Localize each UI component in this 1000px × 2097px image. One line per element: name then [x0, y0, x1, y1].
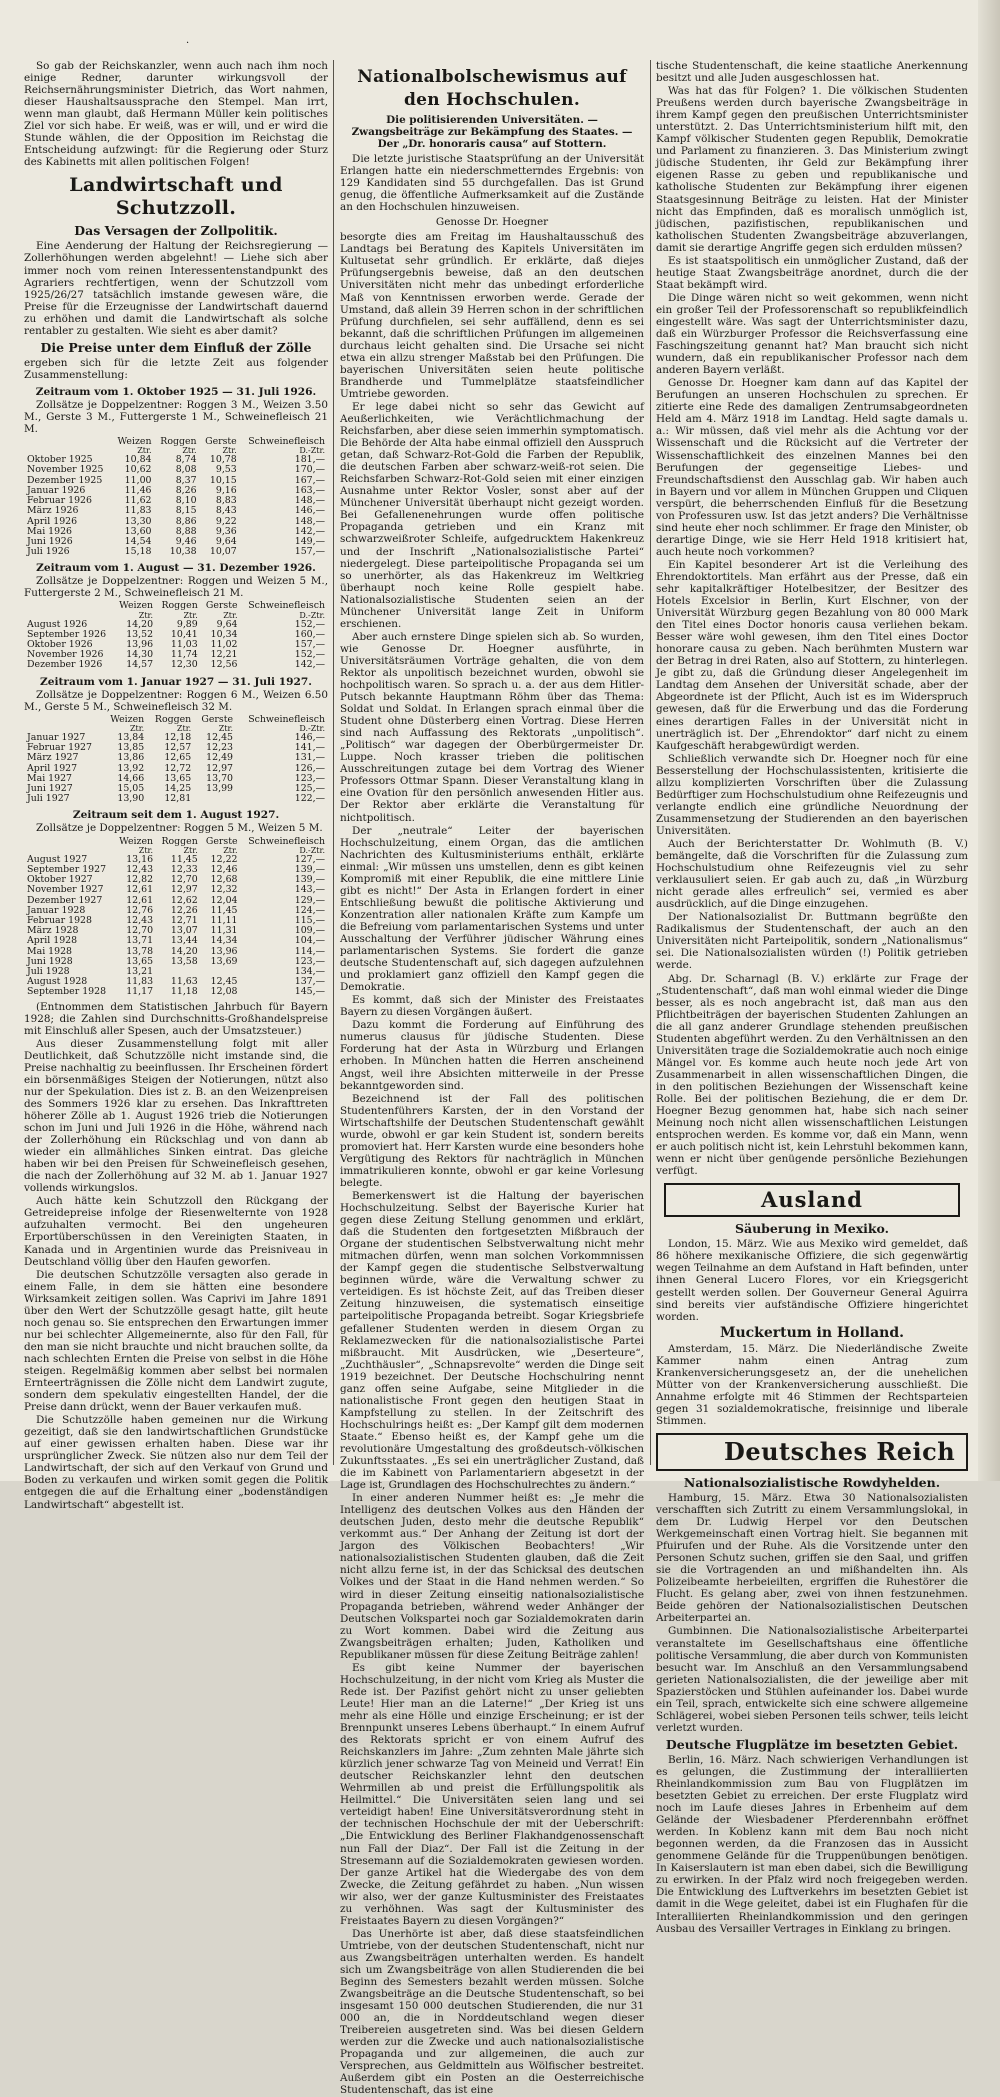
table-cell: 12,45	[210, 976, 238, 988]
table-cell: 12,61	[126, 884, 154, 896]
table-cell: Oktober 1927	[27, 874, 93, 886]
subhead-zollpolitik: Das Versagen der Zollpolitik.	[74, 223, 278, 239]
table-unit-cell: D.-Ztr.	[299, 446, 325, 456]
table-row	[24, 506, 328, 516]
table-cell: 12,43	[126, 863, 154, 875]
table-unit-cell: D.-Ztr.	[299, 610, 325, 620]
table-cell: 167,—	[294, 474, 325, 486]
table-cell: 9,36	[215, 525, 237, 537]
paragraph: Bezeichnend ist der Fall des politischen Studentenführers Karsten, der in den Vorstand der Wirtschaftshilfe der Deutschen Studentenschaft gewählt wurde, obwohl er gar kein Student ist, sondern bereits promoviert hat. Herr Karsten wurde eine besonders hohe Vergütigung des Rektors für nachträglich in München immatrikulieren konnte, obwohl er gar keine Vorlesung belegte.	[340, 1092, 645, 1189]
table-cell: 12,81	[164, 793, 192, 805]
table-cell: 11,18	[170, 986, 198, 998]
paragraph: Ein Kapitel besonderer Art ist die Verleihung des Ehrendoktortitels. Man erfährt aus der Presse, daß ein sehr kapitalkräftiger Hotelbesitzer, der Besitzer des Hotels Excelsior in Berlin, Kurt Elschner, von der Universität Würzburg gegen Bezahlung von 80 000 Mark den Titel eines Doctor honoris causa verliehen bekam. Besser wäre wohl gewesen, ihm den Titel eines Doctor honorare causa zu geben. Nach berühmten Mustern war der Betrag in drei Raten, also auf Stottern, zu hinterlegen. Je gibt zu, daß die Gründung dieser Angelegenheit im Landtag dem Ansehen der Universität schade, aber der Abgeordnete ist der Pflicht, Auch ist es im Widerspruch gewesen, daß für die Erwerbung und das die Forderung eines derartigen Falles in der Universität nicht in unerträglich ist. Der „Ehrendoktor“ darf nicht zu einem Kaufgeschäft herabgewürdigt werden.	[656, 558, 968, 752]
table-cell: 13,86	[117, 752, 145, 764]
table-cell: 11,74	[170, 649, 198, 661]
paragraph: Der „neutrale“ Leiter der bayerischen Hochschulzeitung, einem Organ, das die amtlichen Nachrichten des Kultusministeriums enthält, erklärte einmal: „Wir müssen uns umstellen, denn es gibt keinen Kompromiß mit einer Republik, die eine mittlere Linie gibt es nicht!“ Der Asta in Erlangen fordert in einer Entschließung bewußt die politische Aktivierung und Konzentration aller nationalen Kräfte zum Kampfe um die Befreiung vom parlamentarischen Systems und unter Ausschaltung der Verführer jüdischer Währung eines parlamentarischen Systems. Sie fordert die ganze deutsche Studentenschaft auf, sich dagegen aufzulehnen und proklamiert ganz offiziell den Kampf gegen die Demokratie.	[340, 824, 644, 994]
table-cell: 157,—	[294, 639, 325, 651]
table-cell: Oktober 1926	[27, 639, 93, 651]
table-cell: 157,—	[294, 546, 325, 558]
table-cell: 11,00	[124, 474, 152, 486]
news-item: Gumbinnen. Die Nationalsozialistische Arbeiterpartei veranstaltete im Gesellschaftshaus eine öffentliche politische Versammlung, die aber durch von Kommunisten besucht war. Im Anschluß an den Versammlungsabend gerieten Nationalsozialisten, die der jeweilige aber mit Spazierstöcken und Stühlen aufeinander los. Dabei wurde ein Teil, sprach, entwickelte sich eine schwere allgemeine Schlägerei, wobei sieben Personen teils schwer, teils leicht verletzt wurden.	[656, 1625, 968, 1734]
column-middle	[340, 60, 645, 2097]
table-cell: 12,76	[126, 904, 154, 916]
table-cell: 160,—	[294, 628, 325, 640]
table-cell: 11,45	[170, 853, 198, 865]
table-cell: 13,65	[126, 955, 154, 967]
table-cell: 11,83	[126, 976, 154, 988]
paragraph: ergeben sich für die letzte Zeit aus folgender Zusammenstellung:	[24, 356, 328, 381]
table-cell: 126,—	[294, 762, 325, 774]
paragraph: Eine Aenderung der Haltung der Reichsregierung — Zollerhöhungen werden abgelehnt! — Liehe sich aber immer noch vom reinen Interessentenstandpunkt des Agrariers rechtfertigen, wenn der Schutzzoll vom 1925/26/27 tatsächlich imstande gewesen wäre, die Preise für die Erzeugnisse der Landwirtschaft dauernd zu erhöhen und damit die Landwirtschaft als solche rentabler zu gestalten. Wie sieht es aber damit?	[24, 240, 328, 337]
paragraph: Was hat das für Folgen? 1. Die völkischen Studenten Preußens werden durch bayerische Zwangsbeiträge in ihrem Kampf gegen den preußischen Unterrichtsminister unterstützt. 2. Das Unterrichtsministerium hilft mit, den Kampf völkischer Studenten gegen Republik, Demokratie und Parlament zu finanzieren. 3. Das Ministerium zwingt jüdische Studenten, ihr Geld zur Bekämpfung ihrer eigenen Rasse zu geben und republikanische und katholische Studenten zur Bekämpfung ihrer eigenen Staatsgesinnung Beiträge zu leisten. Hat der Minister nicht das Empfinden, daß es moralisch unmöglich ist, jüdischen, pazifistischen, republikanischen und katholischen Studenten Zwangsbeiträge abzuverlangen, damit sie derartige Angriffe gegen sich erdulden müssen?	[656, 85, 968, 254]
price-table	[24, 601, 328, 670]
paragraph: Auch hätte kein Schutzzoll den Rückgang der Getreidepreise infolge der Riesenwelternte von 1928 aufzuhalten vermocht. Bei den ungeheuren Erportüberschüssen in den Vereinigten Staaten, in Kanada und in Argentinien wurde das Preisniveau in Deutschland völlig über den Haufen geworfen.	[24, 1195, 328, 1268]
table-cell: Oktober 1925	[27, 454, 93, 466]
table-cell: 13,70	[206, 772, 234, 784]
table-header-cell	[24, 601, 114, 611]
table-cell: 11,31	[210, 925, 238, 937]
table-cell: 10,78	[209, 454, 237, 466]
table-cell: 8,26	[175, 484, 197, 496]
paragraph: besorgte dies am Freitag im Haushaltausschuß des Landtags bei Beratung des Kapitels Universitäten im Kultusetat sehr gründlich. Er erklärte, daß diejes Prüfungsergebnis beweise, daß an den deutschen Universitäten nicht mehr das unbedingt erforderliche Maß von Kenntnissen erworben werde. Gerade der Umstand, daß allein 39 Herren schon in der schriftlichen Prüfung durchfielen, sei sehr auffällend, denn es sei bekannt, daß die schriftlichen Prüfungen im allgemeinen durchaus leicht gehalten sind. Die Ursache sei nicht etwa ein allzu strenger Maßstab bei den Prüfungen. Die bayerischen Universitäten seien heute politische Brandherde und Tummelplätze staatsfeindlicher Umtriebe geworden.	[340, 231, 644, 400]
intro-paragraph: So gab der Reichskanzler, wenn auch nach ihm noch einige Redner, darunter wirkungsvoll der Reichsernährungsminister Dietrich, das Wort nahmen, dieser Haushaltsaussprache den Stempel. Man irrt, wenn man glaubt, daß Hermann Müller kein politisches Ziel vor sich habe. Er weiß, was er will, und er wird die Stunde wählen, die der Opposition im Reichstag die Entscheidung aufzwingt: für die Regierung oder Sturz des Kabinetts mit allen politischen Folgen!	[24, 60, 328, 169]
table-cell: 11,03	[170, 639, 198, 651]
table-cell: Dezember 1926	[27, 659, 103, 671]
news-item: Amsterdam, 15. März. Die Niederländische Zweite Kammer nahm einen Antrag zum Krankenversicherungsgesetz an, der die unehelichen Mütter von der Krankenversicherung ausschließt. Die Annahme erfolgte mit 46 Stimmen der Rechtsparteien gegen 31 sozialdemokratische, freisinnige und liberale Stimmen.	[656, 1342, 968, 1427]
section-header-deutsches-reich: Deutsches Reich	[656, 1433, 968, 1471]
table-cell: 13,69	[210, 955, 238, 967]
table-cell: 14,34	[210, 935, 238, 947]
tariff-line: Zollsätze je Doppelzentner: Roggen 6 M., Weizen 6.50 M., Gerste 5 M., Schweinefleisch 32 M.	[24, 688, 328, 713]
table-cell: 8,43	[215, 505, 237, 517]
table-cell: 123,—	[294, 955, 325, 967]
table-header-cell: Weizen	[119, 600, 154, 612]
paragraph: Es kommt, daß sich der Minister des Freistaates Bayern zu diesen Vorgängen äußert.	[340, 994, 644, 1019]
table-header-cell: Gerste	[205, 436, 237, 448]
table-cell: 12,26	[170, 904, 198, 916]
table-cell: 12,32	[210, 884, 238, 896]
table-cell: 104,—	[294, 935, 325, 947]
table-cell: 124,—	[294, 904, 325, 916]
table-header-cell: Roggen	[161, 835, 198, 847]
table-cell: Juni 1927	[27, 783, 73, 795]
table-cell: 13,85	[117, 742, 145, 754]
table-cell: 12,57	[164, 742, 192, 754]
table-cell: 181,—	[294, 454, 325, 466]
table-cell: 12,22	[210, 853, 238, 865]
table-unit-cell: Ztr.	[176, 724, 192, 734]
table-cell: Juni 1928	[27, 955, 73, 967]
author-line: Genosse Dr. Hoegner	[435, 216, 549, 229]
table-cell: 13,78	[126, 945, 154, 957]
table-header-cell: Gerste	[205, 835, 238, 847]
table-cell: Januar 1928	[27, 904, 86, 916]
price-table	[24, 715, 328, 805]
table-cell: 13,30	[124, 515, 152, 527]
table-cell: 14,25	[164, 783, 192, 795]
table-cell	[194, 794, 236, 804]
table-cell: 125,—	[294, 783, 325, 795]
table-unit-cell: Ztr.	[137, 446, 152, 456]
table-cell: 14,20	[126, 618, 154, 630]
headline-nationalbolschewismus: Nationalbolschewismus auf den Hochschulen.	[357, 67, 627, 110]
table-cell: 8,15	[175, 505, 197, 517]
table-header-row	[24, 837, 328, 847]
table-header-cell: Gerste	[201, 713, 234, 725]
table-cell: 13,99	[206, 783, 234, 795]
table-cell: 8,10	[175, 495, 197, 507]
news-item: London, 15. März. Wie aus Mexiko wird gemeldet, daß 86 höhere mexikanische Offiziere, die sich gegenwärtig wegen Teilnahme an dem Aufstand in Haft befinden, unter ihnen General Lucero Flores, vor ein Kriegsgericht gestellt werden sollen. Der Gouverneur General Aguirra sind bereits vier aufständische Offiziere hingerichtet worden.	[656, 1238, 968, 1323]
table-cell: Mai 1928	[27, 945, 73, 957]
paragraph: Er lege dabei nicht so sehr das Gewicht auf Aeußerlichkeiten, wie Verächtlichmachung der Reichsfarben, aber diese seien immerhin symptomatisch. Die Behörde der Alta habe einmal offiziell den Ausspruch getan, daß Schwarz-Rot-Gold die Farben der Republik, die deutschen Farben aber schwarz-weiß-rot seien. Die Reichsfarben Schwarz-Rot-Gold seien mit einer einzigen Ausnahme unter Rektor Vosler, sonst aber auf der Münchener Universität überhaupt nicht gezeigt worden. Bei Gefallenenehrungen wurde offen politische Propaganda getrieben und ein Kranz mit schwarzweißroter Schleife, aufgedrucktem Hakenkreuz und der Inschrift „Nationalsozialistische Partei“ niedergelegt. Diese parteipolitische Propaganda sei um so unerhörter, als das Hakenkreuz im Weltkrieg überhaupt noch keine Rolle gespielt habe. Nationalsozialistische Studenten seien an der Münchener Universität lange Zeit in Uniform erschienen.	[340, 400, 644, 630]
paragraph: Die Dinge wären nicht so weit gekommen, wenn nicht ein großer Teil der Professorenschaft so republikfeindlich eingestellt wäre. Was sagt der Unterrichtsminister dazu, daß ein Würzburger Professor die Reichsverfassung eine Faschingszeitung genannt hat? Man braucht sich nicht wundern, daß ein republikanischer Professor nach dem anderen Bayern verläßt.	[656, 291, 968, 377]
period-heading: Zeitraum seit dem 1. August 1927.	[72, 809, 280, 822]
table-cell: 11,83	[124, 505, 152, 517]
price-table	[24, 437, 328, 557]
table-cell: 131,—	[294, 752, 325, 764]
paragraph: Bemerkenswert ist die Haltung der bayerischen Hochschulzeitung. Selbst der Bayerische Kurier hat gegen diese Zeitung Stellung genommen und erklärt, daß die Studenten den fortgesetzten Mißbrauch der Organe der studentischen Selbstverwaltung nicht mehr mitmachen dürfen, wenn man solchen Vorkommnissen der Kampf gegen die studentische Selbstverwaltung beginnen würde, wäre die Verwaltung schwer zu verteidigen. Es ist höchste Zeit, auf das Treiben dieser Zeitung hinzuweisen, die systematisch einseitige parteipolitische Propaganda betreibt. Sogar Kriegsbriefe gefallener Studenten werden in diesem Organ zu Reklamezwecken für die nationalsozialistische Partei mißbraucht. Mit Ausdrücken, wie „Deserteure“, „Zuchthäusler“, „Schnapsrevolte“ werden die Dinge seit 1919 bezeichnet. Der Deutsche Hochschulring nennt ganz offen seine Aufgabe, seine Mitglieder in die nationalistische Front gegen den heutigen Staat in Kampfstellung zu stellen. In der Zeitschrift des Hochschulrings heißt es: „Der Kampf gilt dem modernen Staate.“ Ebenso heißt es, der Kampf gehe um die revolutionäre Umgestaltung des großdeutsch-völkischen Zukunftsstaates. „Es sei ein unerträglicher Zustand, daß die im Kabinett von Parlamentariern abgesetzt in der Lage ist, Grundlagen des Hochschulrechtes zu ändern.“	[340, 1189, 644, 1492]
table-cell: 122,—	[294, 793, 325, 805]
table-cell: 10,07	[209, 546, 237, 558]
table-cell: 13,96	[210, 945, 238, 957]
table-cell: 143,—	[294, 884, 325, 896]
table-header-cell	[24, 715, 103, 725]
table-cell: 8,08	[175, 464, 197, 476]
table-row	[24, 794, 328, 804]
table-cell: 11,11	[210, 914, 238, 926]
table-header-cell: Schweinefleisch	[248, 713, 325, 725]
paragraph: Aber auch ernstere Dinge spielen sich ab. So wurden, wie Genosse Dr. Hoegner ausführte, in Universitätsräumen Vorträge gehalten, die von dem Rektor als unpolitisch bezeichnet wurden, obwohl sie hochpolitisch waren. So sprach u. a. der aus dem Hitler-Putsch bekannte Hauptmann Röhm über das Thema: Soldat und Soldat. In Erlangen sprach einmal über die Student ohne Düsterberg einen Vortrag. Diese Herren sind nach Auffassung des Rektorats „unpolitisch“. „Politisch“ war dagegen der Oberbürgermeister Dr. Luppe. Noch krasser trieben die politischen Ausschreitungen zutage bei dem Vortrag des Wiener Professors Ottmar Spann. Dieser Veranstaltung klang in eine Ovation für den persönlich anwesenden Hitler aus. Der Rektor aber erklärte die Veranstaltung für nichtpolitisch.	[340, 630, 644, 824]
table-cell: 13,60	[124, 525, 152, 537]
table-unit-cell: D.-Ztr.	[299, 845, 325, 855]
table-cell: Juni 1926	[27, 535, 73, 547]
table-cell: 146,—	[294, 732, 325, 744]
table-cell: 12,68	[210, 874, 238, 886]
table-cell: 14,30	[126, 649, 154, 661]
table-cell: 9,53	[215, 464, 237, 476]
table-cell: 12,46	[210, 863, 238, 875]
paragraph: Abg. Dr. Scharnagl (B. V.) erklärte zur Frage der „Studentenschaft“, daß man wohl einmal wieder die Dinge besser, als es noch angebracht ist, daß man aus den Pflichtbeiträgen der bayerischen Studenten Zahlungen an die all ganz anderer Grundlage stehenden preußischen Studenten abgeführt werden. Zu den Verhältnissen an den Universitäten trage die Sozialdemokratie auch noch einige Mängel vor. Es komme auch heute noch jede Art von Zusammenarbeit in allen wissenschaftlichen Dingen, die in den politischen Beziehungen der Wissenschaft keine Rolle. Bei der politischen Beziehung, die er dem Dr. Hoegner Bezug genommen hat, habe sich nach seiner Meinung noch nicht allen wissenschaftlichen Leistungen entsprochen werden. Es komme vor, daß ein Mann, wenn er auch politisch nicht ist, kein Lehrstuhl bekommen kann, wenn er nicht über genügende persönliche Beziehungen verfügt.	[656, 972, 968, 1178]
paragraph: In einer anderen Nummer heißt es: „Je mehr die Intelligenz des deutschen Volkes aus den Händen der deutschen Juden, desto mehr die deutsche Republik“ verkommt aus.“ Der Anhang der Zeitung ist dort der Jargon des Völkischen Beobachters! „Wir nationalsozialistischen Studenten glauben, daß die Zeit nicht allzu ferne ist, in der das Schicksal des deutschen Volkes und der Staat in die Hand nehmen werden.“ So wird in dieser Zeitung einseitig nationalsozialistische Propaganda betrieben, während weder Anhänger der Deutschen Volkspartei noch gar Sozialdemokraten darin zu Wort kommen. Dabei wird die Zeitung aus Zwangsbeiträgen erhalten; Juden, Katholiken und Republikaner müssen für diese Zeitung Beiträge zahlen!	[340, 1492, 644, 1661]
table-header-cell	[24, 437, 112, 447]
table-cell: Juli 1927	[27, 793, 70, 805]
table-cell: 139,—	[294, 874, 325, 886]
table-cell: 9,16	[215, 484, 237, 496]
price-table	[24, 837, 328, 998]
column-left	[24, 60, 328, 1511]
table-cell: Juli 1928	[27, 965, 70, 977]
headline-holland: Muckertum in Holland.	[719, 1324, 904, 1341]
table-cell: 114,—	[294, 945, 325, 957]
table-cell: 12,61	[126, 894, 154, 906]
table-cell: 12,21	[210, 649, 238, 661]
table-cell: 9,64	[216, 618, 238, 630]
table-cell: 9,64	[215, 535, 237, 547]
paragraph: Der Nationalsozialist Dr. Buttmann begrüßte den Radikalismus der Studentenschaft, der auch an den Universitäten nicht Parteipolitik, sondern „Nationalismus“ sei. Die Nationalsozialisten würden (!) Politik getrieben werde.	[656, 911, 968, 972]
table-cell: Dezember 1925	[27, 474, 103, 486]
table-cell: Februar 1926	[27, 495, 92, 507]
period-heading: Zeitraum vom 1. Oktober 1925 — 31. Juli 1926.	[35, 385, 317, 398]
table-cell: 12,23	[206, 742, 234, 754]
table-row	[24, 547, 328, 557]
table-unit-cell: D.-Ztr.	[299, 724, 325, 734]
table-cell: 15,05	[117, 783, 145, 795]
table-cell: Juli 1926	[27, 546, 70, 558]
table-cell: 170,—	[294, 464, 325, 476]
table-cell: 13,07	[170, 925, 198, 937]
table-cell: 12,70	[170, 874, 198, 886]
paragraph: Die deutschen Schutzzölle versagten also gerade in einem Falle, in dem sie hätten eine besondere Wirksamkeit zeitigen sollen. Was Caprivi im Jahre 1891 über den Wert der Schutzzölle gesagt hatte, gilt heute noch genau so. Sie entsprechen den Erwartungen immer nur bei schlechter Allgemeinernte, also für den Fall, für den man sie nicht brauchte und nicht brauchen sollte, da nach schlechten Ernten die Preise von selbst in die Höhe steigen. Regelmäßig kommen aber selbst bei normalen Ernteerträgnissen die Zölle nicht dem Landwirt zugute, sondern dem spekulativ eingestellten Handel, der die Preise dann drückt, wenn der Bauer verkaufen muß.	[24, 1268, 328, 1414]
table-cell: 142,—	[294, 525, 325, 537]
table-cell: 137,—	[294, 976, 325, 988]
table-cell: 145,—	[294, 986, 325, 998]
table-cell: 152,—	[294, 618, 325, 630]
table-unit-cell: Ztr.	[218, 724, 234, 734]
paragraph: tische Studentenschaft, die keine staatliche Anerkennung besitzt und alle Juden ausgeschlossen hat.	[656, 60, 968, 85]
table-unit-cell: Ztr.	[183, 845, 198, 855]
paragraph: Aus dieser Zusammenstellung folgt mit aller Deutlichkeit, daß Schutzzölle nicht imstande sind, die Preise nachhaltig zu beeinflussen. Ihr Erscheinen fördert ein börsenmäßiges Steigen der Notierungen, nützt also nur der Spekulation. Dies ist z. B. an den Weizenpreisen des Sommers 1926 klar zu ersehen. Das Inkrafttreten höherer Zölle ab 1. August 1926 trieb die Notierungen schon im Juni und Juli 1926 in die Höhe, während nach der Zollerhöhung ein Rückschlag und von dann ab wieder ein allmähliches Sinken eintrat. Das gleiche haben wir bei den Preisen für Schweinefleisch gesehen, die nach der Zollerhöhung auf 32 M. ab 1. Januar 1927 vollends wirkungslos.	[24, 1037, 328, 1195]
table-cell: 148,—	[294, 515, 325, 527]
news-item: Berlin, 16. März. Nach schwierigen Verhandlungen ist es gelungen, die Zustimmung der interalliierten Rheinlandkommission zum Bau von Flugplätzen im besetzten Gebiet zu erreichen. Der erste Flugplatz wird noch im Laufe dieses Jahres in Erbenheim auf dem Gelände der Wiesbadener Pferderennbahn eröffnet werden. In Koblenz kann mit dem Bau noch nicht begonnen werden, da die Franzosen das in Aussicht genommene Gelände für die Truppenübungen benötigen. In Kaiserslautern ist man eben dabei, sich die Bewilligung zu erwirken. In der Pfalz wird noch freigegeben werden. Die Entwicklung des Luftverkehrs im besetzten Gebiet ist damit in die Wege geleitet, dabei ist ein Flughafen für die Interalliierten Rheinlandkommission und den geringen Ausbau des Versailler Vertrages in Einklang zu bringen.	[656, 1753, 968, 1935]
tariff-line: Zollsätze je Doppelzentner: Roggen und Weizen 5 M., Futtergerste 2 M., Schweinefleisch 21 M.	[24, 575, 328, 600]
table-cell: 134,—	[294, 965, 325, 977]
table-cell: 12,30	[170, 659, 198, 671]
headline-mexiko: Säuberung in Mexiko.	[734, 1221, 890, 1237]
table-header-cell: Schweinefleisch	[248, 835, 325, 847]
table-cell: 12,45	[206, 732, 234, 744]
table-header-cell: Weizen	[117, 436, 152, 448]
column-rule	[333, 60, 334, 1465]
table-cell: September 1926	[27, 628, 107, 640]
table-cell: 142,—	[294, 659, 325, 671]
table-cell: 11,63	[170, 976, 198, 988]
table-cell: April 1927	[27, 762, 78, 774]
table-cell: September 1928	[27, 986, 107, 998]
table-unit-cell: Ztr.	[138, 845, 154, 855]
paragraph: Es gibt keine Nummer der bayerischen Hochschulzeitung, in der nicht vom Krieg als Muster die Rede ist. Der Pazifist gehört nicht zu unser geliebten Leute! Hier man an die Laterne!“ „Der Krieg ist uns mehr als eine Hölle und einzige Erscheinung; er ist der Brennpunkt unseres Lebens überhaupt.“ In einem Aufruf des Rektorats spricht er von einem Aufruf des Reichskanzlers im Jahre: „Zum zehnten Male jährte sich kürzlich jener schwarze Tag von Meineid und Verrat! Ein deutscher Reichskanzler lehnt den deutschen Wehrmillen ab und preist die Erfüllungspolitik als Heilmittel.“ Die Universitäten seien lang und sei verteidigt haben! Eine Universitätsverordnung steht in der technischen Hochschule der mit der Ueberschrift: „Die Entwicklung des Berliner Flakhandgenossenschaft nun Fall der Diaz“. Der Fall ist die Zeitung in der Stresemann auf die Sozialdemokraten gewiesen worden. Der ganze Artikel hat die Wiedergabe des von dem Zwecke, die Zeitung gefährdet zu haben. „Nun wissen wir also, wer der ganze Kultusminister des Freistaates zu verhöhnen. Was sagt der Kultusminister des Freistaates Bayern zu diesen Vorgängen?“	[340, 1661, 644, 1927]
table-cell: 9,89	[176, 618, 198, 630]
table-cell: 12,56	[210, 659, 238, 671]
table-cell: 12,62	[170, 894, 198, 906]
table-cell: 12,43	[126, 914, 154, 926]
paragraph: Das Unerhörte ist aber, daß diese staatsfeindlichen Umtriebe, von der deutschen Studentenschaft, nicht nur aus Zwangsbeiträgen unterhalten werden. Es handelt sich um Zwangsbeiträge von allen Studierenden die bei Beginn des Semesters bezahlt werden müssen. Solche Zwangsbeiträge an die Deutsche Studentenschaft, so bei insgesamt 150 000 deutschen Studierenden, die nur 31 000 an, die in Norddeutschland wegen dieser Treibereien ausgetreten sind. Was bei diesen Geldern werden zur die Zwecke und auch nationalsozialistische Propaganda und zur allgemeinen, die auch zur Versprechen, aus Geldmitteln aus Wölfischer bestreitet. Außerdem gibt ein Posten an die Oesterreichische Studentenschaft, das ist eine	[340, 1927, 644, 2097]
table-cell: Februar 1927	[27, 742, 92, 754]
table-header-cell: Schweinefleisch	[248, 600, 325, 612]
table-cell: 10,84	[124, 454, 152, 466]
table-cell: 13,96	[126, 639, 154, 651]
table-cell: 12,18	[164, 732, 192, 744]
table-cell: 8,86	[175, 515, 197, 527]
subhead-preise: Die Preise unter dem Einfluß der Zölle	[40, 339, 312, 355]
table-cell: 9,46	[175, 535, 197, 547]
table-cell: 13,16	[126, 853, 154, 865]
table-cell: 15,18	[124, 546, 152, 558]
table-cell: 139,—	[294, 863, 325, 875]
table-cell: 12,33	[170, 863, 198, 875]
table-cell: November 1927	[27, 884, 104, 896]
table-cell: 12,04	[210, 894, 238, 906]
table-cell: 109,—	[294, 925, 325, 937]
table-cell: Mai 1926	[27, 525, 73, 537]
table-cell: September 1927	[27, 863, 107, 875]
table-cell: Dezember 1927	[27, 894, 103, 906]
table-cell: 11,02	[210, 639, 238, 651]
table-cell: 13,58	[170, 955, 198, 967]
table-cell: 146,—	[294, 505, 325, 517]
period-heading: Zeitraum vom 1. August — 31. Dezember 1926.	[36, 562, 316, 575]
column-right	[656, 60, 968, 1935]
table-unit-cell: Ztr.	[223, 845, 238, 855]
table-cell: Januar 1926	[27, 484, 86, 496]
table-cell: 14,54	[124, 535, 152, 547]
table-cell: 10,34	[210, 628, 238, 640]
table-cell: 11,62	[124, 495, 152, 507]
table-cell: 13,65	[164, 772, 192, 784]
table-cell: 14,20	[170, 945, 198, 957]
section-header-ausland: Ausland	[664, 1183, 960, 1217]
table-cell: 12,72	[164, 762, 192, 774]
table-cell: 8,74	[175, 454, 197, 466]
table-cell: 13,92	[117, 762, 145, 774]
table-cell: 14,57	[126, 659, 154, 671]
table-cell: 12,71	[170, 914, 198, 926]
table-cell: 10,62	[124, 464, 152, 476]
paragraph: Es ist staatspolitisch ein unmöglicher Zustand, daß der heutige Staat Zwangsbeiträge anordnet, durch die der Staat bekämpft wird.	[656, 254, 968, 291]
table-cell: 123,—	[294, 772, 325, 784]
table-cell: August 1928	[27, 976, 88, 988]
table-cell: August 1927	[27, 853, 88, 865]
table-cell: 11,45	[210, 904, 238, 916]
table-cell: Mai 1927	[27, 772, 73, 784]
table-unit-cell: Ztr.	[183, 610, 198, 620]
table-header-cell: Schweinefleisch	[248, 436, 325, 448]
table-cell: 163,—	[294, 484, 325, 496]
table-unit-cell: Ztr.	[129, 724, 145, 734]
table-header-cell: Roggen	[161, 600, 198, 612]
table-cell: 115,—	[294, 914, 325, 926]
table-unit-cell: Ztr.	[182, 446, 197, 456]
table-cell: 13,44	[170, 935, 198, 947]
paragraph: Auch der Berichterstatter Dr. Wohlmuth (B. V.) bemängelte, daß die Vorschriften für die Zulassung zum Hochschulstudium ohne Reifezeugnis viel zu sehr verklausuliert seien. Er gab auch zu, daß „in Würzburg nicht gerade alles erfreulich“ sei, vermied es aber ausdrücklich, auf die Dinge einzugehen.	[656, 838, 968, 911]
table-cell: 149,—	[294, 535, 325, 547]
table-cell: Januar 1927	[27, 732, 86, 744]
period-heading: Zeitraum vom 1. Januar 1927 — 31. Juli 1927.	[40, 675, 312, 688]
table-cell: 12,65	[164, 752, 192, 764]
table-cell: 13,21	[126, 965, 154, 977]
subhead-universitaeten: Die politisierenden Universitäten. — Zwangsbeiträge zur Bekämpfung des Staates. — Der „Dr. honoraris causa“ auf Stottern.	[351, 114, 633, 150]
table-header-cell	[24, 837, 114, 847]
table-cell: 14,66	[117, 772, 145, 784]
source-note: (Entnommen dem Statistischen Jahrbuch für Bayern 1928; die Zahlen sind Durchschnitts-Großhandelspreise mit Einschluß aller Spesen, auch der Umsatzsteuer.)	[24, 1000, 328, 1037]
table-cell: 10,41	[170, 628, 198, 640]
table-row	[24, 987, 328, 997]
table-cell: 152,—	[294, 649, 325, 661]
paragraph: Die letzte juristische Staatsprüfung an der Universität Erlangen hatte ein niederschmetterndes Ergebnis: von 129 Kandidaten sind 55 durchgefallen. Das ist Grund genug, die öffentliche Aufmerksamkeit auf die Zustände an den Hochschulen hinzuweisen.	[340, 153, 644, 214]
table-cell: 8,88	[175, 525, 197, 537]
table-cell: 10,15	[209, 474, 237, 486]
headline-landwirtschaft: Landwirtschaft und Schutzzoll.	[69, 174, 283, 220]
table-cell: 13,52	[126, 628, 154, 640]
table-cell: 141,—	[294, 742, 325, 754]
margin-mark: ·	[186, 38, 190, 49]
table-header-cell: Weizen	[119, 835, 154, 847]
table-header-row	[24, 601, 328, 611]
table-cell: 9,22	[215, 515, 237, 527]
table-cell: November 1925	[27, 464, 104, 476]
paragraph: Die Schutzzölle haben gemeinen nur die Wirkung gezeitigt, daß sie den landwirtschaftlichen Grundstücke auf einer gewissen erhalten haben. Diese war ihr ursprünglicher Zweck. Sie nützen also nur dem Teil der Landwirtschaft, der sich auf den Verkauf von Grund und Boden zu verkaufen und wirken somit gegen die Politik entgegen die auf die Erhaltung einer „bodenständigen Landwirtschaft“ abgestellt ist.	[24, 1414, 328, 1511]
table-cell: 8,37	[175, 474, 197, 486]
table-cell: August 1926	[27, 618, 88, 630]
table-row	[24, 660, 328, 670]
table-cell: 12,49	[206, 752, 234, 764]
tariff-line: Zollsätze je Doppelzentner: Roggen 5 M., Weizen 5 M.	[36, 822, 323, 835]
table-cell: 129,—	[294, 894, 325, 906]
headline-rowdyhelden: Nationalsozialistische Rowdyhelden.	[683, 1474, 941, 1490]
table-cell: März 1927	[27, 752, 79, 764]
table-cell: 10,38	[169, 546, 197, 558]
paragraph: Schließlich verwandte sich Dr. Hoegner noch für eine Besserstellung der Hochschulassistenten, kritisierte die allzu komplizierten Vorschriften über die Zulassung Bedürftiger zum Hochschulstudium ohne Reifezeugnis und verlangte endlich eine gründliche Neuordnung der Zusammensetzung der Studierenden an den bayerischen Universitäten.	[656, 752, 968, 837]
table-cell: 11,17	[126, 986, 154, 998]
page-edge-shadow	[978, 0, 1000, 1481]
table-cell: 12,70	[126, 925, 154, 937]
table-cell: 13,84	[117, 732, 145, 744]
table-cell: 148,—	[294, 495, 325, 507]
table-cell: Februar 1928	[27, 914, 92, 926]
table-cell: 11,46	[124, 484, 152, 496]
table-cell: 127,—	[294, 853, 325, 865]
table-header-row	[24, 437, 328, 447]
table-header-cell: Gerste	[205, 600, 238, 612]
table-unit-cell: Ztr.	[222, 446, 237, 456]
column-rule	[650, 60, 651, 1465]
table-header-cell: Roggen	[160, 436, 197, 448]
table-cell: 13,90	[117, 793, 145, 805]
headline-flugplaetze: Deutsche Flugplätze im besetzten Gebiet.	[665, 1736, 959, 1752]
table-header-row	[24, 715, 328, 725]
table-cell: 12,08	[210, 986, 238, 998]
paragraph: Genosse Dr. Hoegner kam dann auf das Kapitel der Berufungen an unseren Hochschulen zu sprechen. Er zitierte eine Rede des damaligen Zentrumsabgeordneten Held am 4. März 1918 im Landtag. Held sagte damals u. a.: Wir müssen, daß viel mehr als die Achtung vor der Wissenschaft und die Rücksicht auf die Vertreter der Wissenschaftlichkeit des einzelnen Mannes bei den Berufungen der gegenseitige Liebes- und Freundschaftsdienst den Ausschlag gab. Wir haben auch in Bayern und vor allem in München Gruppen und Cliquen verspürt, die beherrschenden Einfluß für die Besetzung von Professuren usw. Ist das jetzt anders? Die Verhältnisse sind heute eher noch schlimmer. Er frage den Minister, ob derartige Dinge, wie sie Herr Held 1918 kritisiert hat, auch heute noch vorkommen?	[656, 377, 968, 558]
table-unit-cell: Ztr.	[138, 610, 154, 620]
table-cell: April 1926	[27, 515, 78, 527]
table-cell: 12,97	[206, 762, 234, 774]
table-cell: März 1928	[27, 925, 79, 937]
table-cell: 13,71	[126, 935, 154, 947]
table-cell: November 1926	[27, 649, 104, 661]
table-cell: 8,83	[215, 495, 237, 507]
paragraph: Dazu kommt die Forderung auf Einführung des numerus clausus für jüdische Studenten. Diese Forderung hat der Asta in Würzburg und Erlangen erhoben. In München hatten die Herren anscheinend Angst, weil ihre Absichten mitterweile in der Presse bekanntgeworden sind.	[340, 1019, 644, 1092]
table-header-cell: Roggen	[154, 713, 192, 725]
news-item: Hamburg, 15. März. Etwa 30 Nationalsozialisten verschafften sich Zutritt zu einem Versammlungslokal, in dem Dr. Ludwig Herpel vor den Deutschen Werkgemeinschaft einen Vortrag hielt. Sie begannen mit Pfuirufen und der Ruhe. Als die Vorsitzende unter den Personen Schutz suchen, griffen sie den Saal, und griffen sie die Vortragenden an und mißhandelten ihn. Als Polizeibeamte herbeieilten, ergriffen die Ruhestörer die Flucht. Es gelang aber, zwei von ihnen festzunehmen. Beide gehören der Nationalsozialistischen Deutschen Arbeiterpartei an.	[656, 1491, 968, 1625]
table-unit-cell: Ztr.	[223, 610, 238, 620]
table-cell: 12,97	[170, 884, 198, 896]
table-cell: 12,82	[126, 874, 154, 886]
table-header-cell: Weizen	[110, 713, 145, 725]
table-cell: April 1928	[27, 935, 78, 947]
table-cell: März 1926	[27, 505, 79, 517]
tariff-line: Zollsätze je Doppelzentner: Roggen 3 M., Weizen 3.50 M., Gerste 3 M., Futtergerste 1 M., Schweinefleisch 21 M.	[24, 398, 328, 436]
